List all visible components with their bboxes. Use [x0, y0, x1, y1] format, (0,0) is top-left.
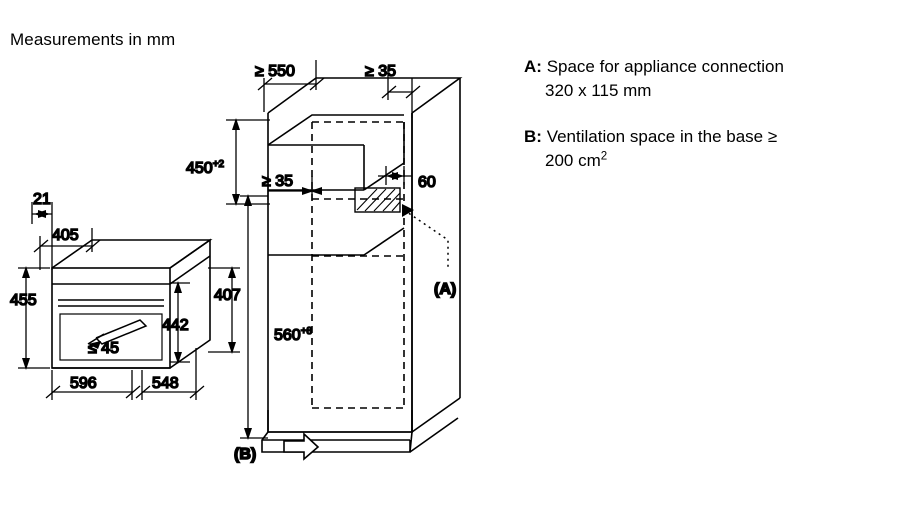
legend-key-b: B: [524, 127, 542, 146]
legend-text-a-line1: Space for appliance connection [546, 57, 784, 76]
legend-text-a-line2: 320 x 115 mm [545, 81, 652, 100]
dim-label-door-angle: ≤ 45 [88, 340, 120, 357]
dim-label-oven-height-left: 455 [10, 292, 37, 309]
dim-label-connection-depth: 60 [418, 174, 436, 191]
page-title: Measurements in mm [10, 30, 176, 49]
dim-label-niche-depth: ≥ 550 [255, 63, 295, 80]
dim-label-oven-depth-bottom: 548 [152, 375, 179, 392]
legend-item-b [524, 125, 884, 173]
cabinet-interior-hidden-lines [312, 122, 404, 408]
dim-label-niche-lower-height: $560^{+8}$ [274, 326, 313, 344]
leader-line-a [404, 210, 448, 268]
legend-text-b-line1: Ventilation space in the base ≥ [546, 127, 778, 146]
dim-label-oven-width: 596 [70, 375, 97, 392]
legend-text-b-line2 [524, 149, 884, 173]
oven-outline [52, 240, 210, 368]
legend-item-a [524, 55, 884, 103]
legend-key-a: A: [524, 57, 542, 76]
dim-oven-height-left [18, 266, 50, 370]
dim-label-oven-height-right: 407 [214, 287, 241, 304]
legend-text-b-line2-superscript: 2 [600, 150, 608, 163]
legend-text-b-line2-value: 200 cm [545, 151, 601, 170]
dim-label-rear-gap: ≥ 35 [365, 63, 397, 80]
dim-niche-lower-height [240, 194, 268, 440]
legend [524, 55, 884, 195]
dim-label-inner-gap: ≥ 35 [262, 173, 294, 190]
dim-label-oven-height-inner: 442 [162, 317, 189, 334]
cabinet-outline [262, 78, 460, 452]
ventilation-arrow [284, 434, 318, 459]
marker-label-b: (B) [234, 446, 257, 463]
appliance-connection-space [355, 188, 400, 212]
dim-label-oven-top-offset: 21 [33, 191, 51, 208]
marker-label-a: (A) [434, 281, 457, 298]
dim-oven-height-right [208, 266, 240, 354]
dim-oven-top-offset [32, 202, 52, 270]
dim-label-niche-upper-height: $450^{+2}$ [186, 159, 225, 177]
dim-niche-upper-height [226, 118, 270, 206]
dim-label-oven-depth-top: 405 [52, 227, 79, 244]
